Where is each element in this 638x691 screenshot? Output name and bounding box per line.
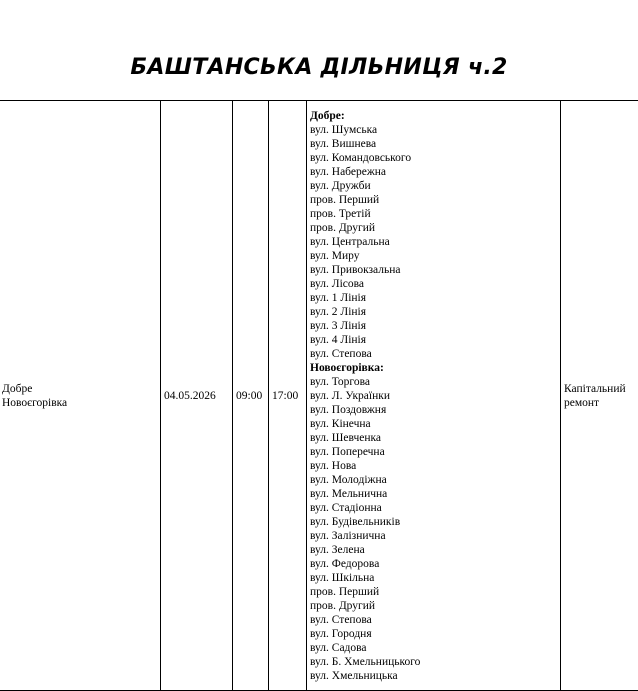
document-title: БАШТАНСЬКА ДІЛЬНИЦЯ ч.2 <box>0 55 638 80</box>
settlement-name: Добре <box>2 382 157 396</box>
street-group-heading: Новоєгорівка: <box>310 361 557 375</box>
street-item: вул. Мельнична <box>310 487 557 501</box>
street-item: пров. Другий <box>310 599 557 613</box>
street-item: вул. Степова <box>310 613 557 627</box>
street-item: вул. Молодіжна <box>310 473 557 487</box>
street-item: вул. Поперечна <box>310 445 557 459</box>
street-item: вул. Шевченка <box>310 431 557 445</box>
street-item: вул. Шкільна <box>310 571 557 585</box>
street-item: вул. 4 Лінія <box>310 333 557 347</box>
street-item: вул. Хмельницька <box>310 669 557 683</box>
settlement-cell <box>0 101 161 691</box>
street-item: вул. Л. Українки <box>310 389 557 403</box>
street-item: вул. Будівельників <box>310 515 557 529</box>
table-row <box>0 101 638 691</box>
street-item: вул. Командовського <box>310 151 557 165</box>
street-item: вул. Набережна <box>310 165 557 179</box>
reason-text: Капітальний <box>564 382 637 396</box>
street-item: вул. Зелена <box>310 543 557 557</box>
street-item: вул. Стадіонна <box>310 501 557 515</box>
street-item: вул. Лісова <box>310 277 557 291</box>
street-item: вул. Степова <box>310 347 557 361</box>
time-end-cell: 17:00 <box>269 101 307 691</box>
street-item: вул. Дружби <box>310 179 557 193</box>
street-item: пров. Перший <box>310 193 557 207</box>
street-item: вул. Кінечна <box>310 417 557 431</box>
street-group-heading: Добре: <box>310 109 557 123</box>
street-item: вул. Нова <box>310 459 557 473</box>
street-item: вул. Залізнична <box>310 529 557 543</box>
street-item: пров. Третій <box>310 207 557 221</box>
settlement-name: Новоєгорівка <box>2 396 157 410</box>
street-item: вул. Торгова <box>310 375 557 389</box>
date-cell: 04.05.2026 <box>161 101 233 691</box>
street-item: вул. Шумська <box>310 123 557 137</box>
street-item: вул. Поздовжня <box>310 403 557 417</box>
time-start-cell: 09:00 <box>233 101 269 691</box>
streets-cell <box>307 101 561 691</box>
reason-cell <box>561 101 638 691</box>
street-item: вул. Вишнева <box>310 137 557 151</box>
street-item: пров. Перший <box>310 585 557 599</box>
street-item: пров. Другий <box>310 221 557 235</box>
reason-text: ремонт <box>564 396 637 410</box>
street-item: вул. Миру <box>310 249 557 263</box>
street-item: вул. 1 Лінія <box>310 291 557 305</box>
street-item: вул. 3 Лінія <box>310 319 557 333</box>
street-item: вул. Городня <box>310 627 557 641</box>
street-item: вул. Привокзальна <box>310 263 557 277</box>
outage-table <box>0 100 638 691</box>
street-item: вул. Федорова <box>310 557 557 571</box>
street-item: вул. Центральна <box>310 235 557 249</box>
street-item: вул. 2 Лінія <box>310 305 557 319</box>
street-item: вул. Садова <box>310 641 557 655</box>
street-item: вул. Б. Хмельницького <box>310 655 557 669</box>
